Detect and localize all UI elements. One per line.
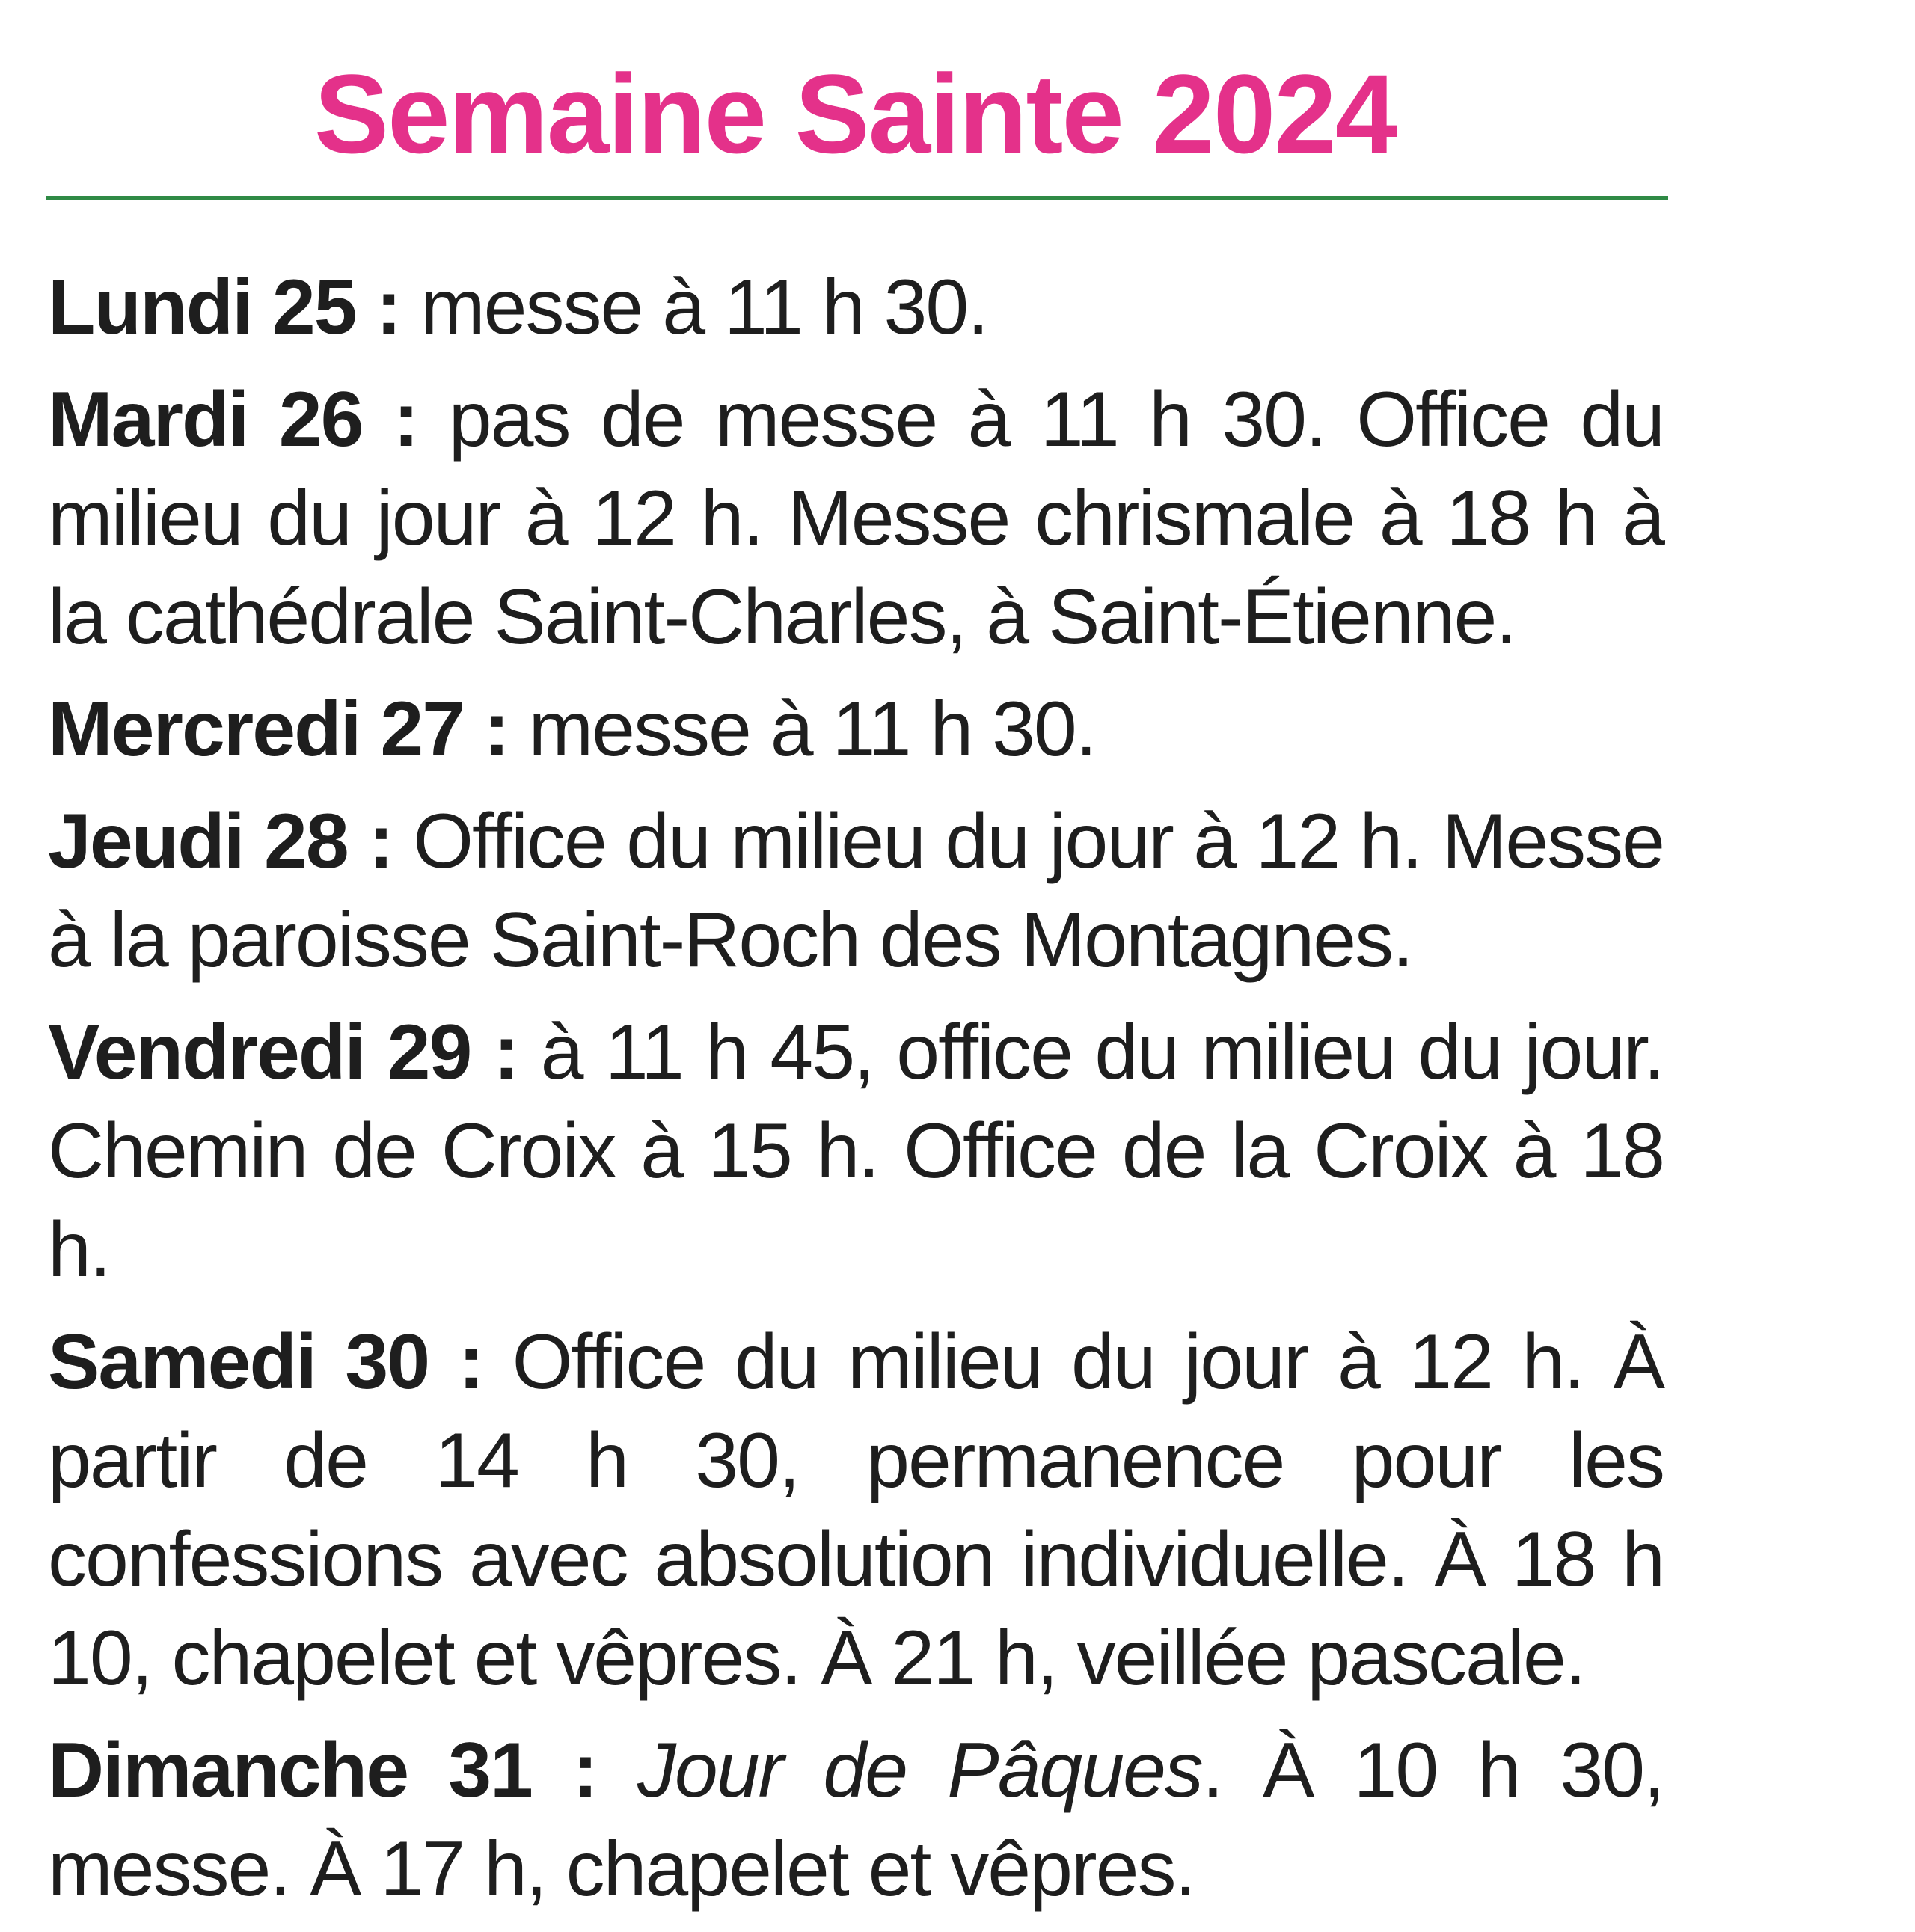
- day-label: Dimanche 31 :: [48, 1727, 597, 1814]
- schedule-entry-sunday: [48, 1721, 1664, 1919]
- schedule-entry-monday: [48, 258, 1664, 357]
- schedule-entry-tuesday: [48, 370, 1664, 666]
- page-title: Semaine Sainte 2024: [314, 51, 1397, 177]
- entry-text: Office du milieu du jour à 12 h. Messe à la paroisse Saint-Roch des Montagnes.: [48, 798, 1664, 984]
- entry-text: messe à 11 h 30.: [528, 686, 1096, 773]
- title-divider: [46, 196, 1668, 200]
- day-label: Vendredi 29 :: [48, 1009, 518, 1096]
- feast-name: Jour de Pâques: [637, 1727, 1202, 1814]
- entry-text: à 11 h 45, office du milieu du jour. Chemin de Croix à 15 h. Office de la Croix à 18 h.: [48, 1009, 1664, 1293]
- entry-text: Office du milieu du jour à 12 h. À partir de 14 h 30, permanence pour les confessions avec absolution individuelle. À 18 h 10, chapelet et vêpres. À 21 h, veillée pascale.: [48, 1319, 1664, 1702]
- schedule-entry-saturday: [48, 1313, 1664, 1708]
- schedule-entry-thursday: [48, 792, 1664, 990]
- day-label: Mercredi 27 :: [48, 686, 509, 773]
- entry-text: pas de messe à 11 h 30. Office du milieu du jour à 12 h. Messe chrismale à 18 h à la cathédrale Saint-Charles, à Saint-Étienne.: [48, 376, 1664, 660]
- schedule-list: [48, 258, 1664, 1932]
- day-label: Jeudi 28 :: [48, 798, 393, 885]
- entry-text: . À 10 h 30, messe. À 17 h, chapelet et vêpres.: [48, 1727, 1664, 1913]
- day-label: Mardi 26 :: [48, 376, 418, 463]
- day-label: Samedi 30 :: [48, 1319, 483, 1405]
- day-label: Lundi 25 :: [48, 264, 401, 351]
- schedule-entry-wednesday: [48, 680, 1664, 779]
- schedule-entry-friday: [48, 1003, 1664, 1299]
- entry-text: messe à 11 h 30.: [420, 264, 988, 351]
